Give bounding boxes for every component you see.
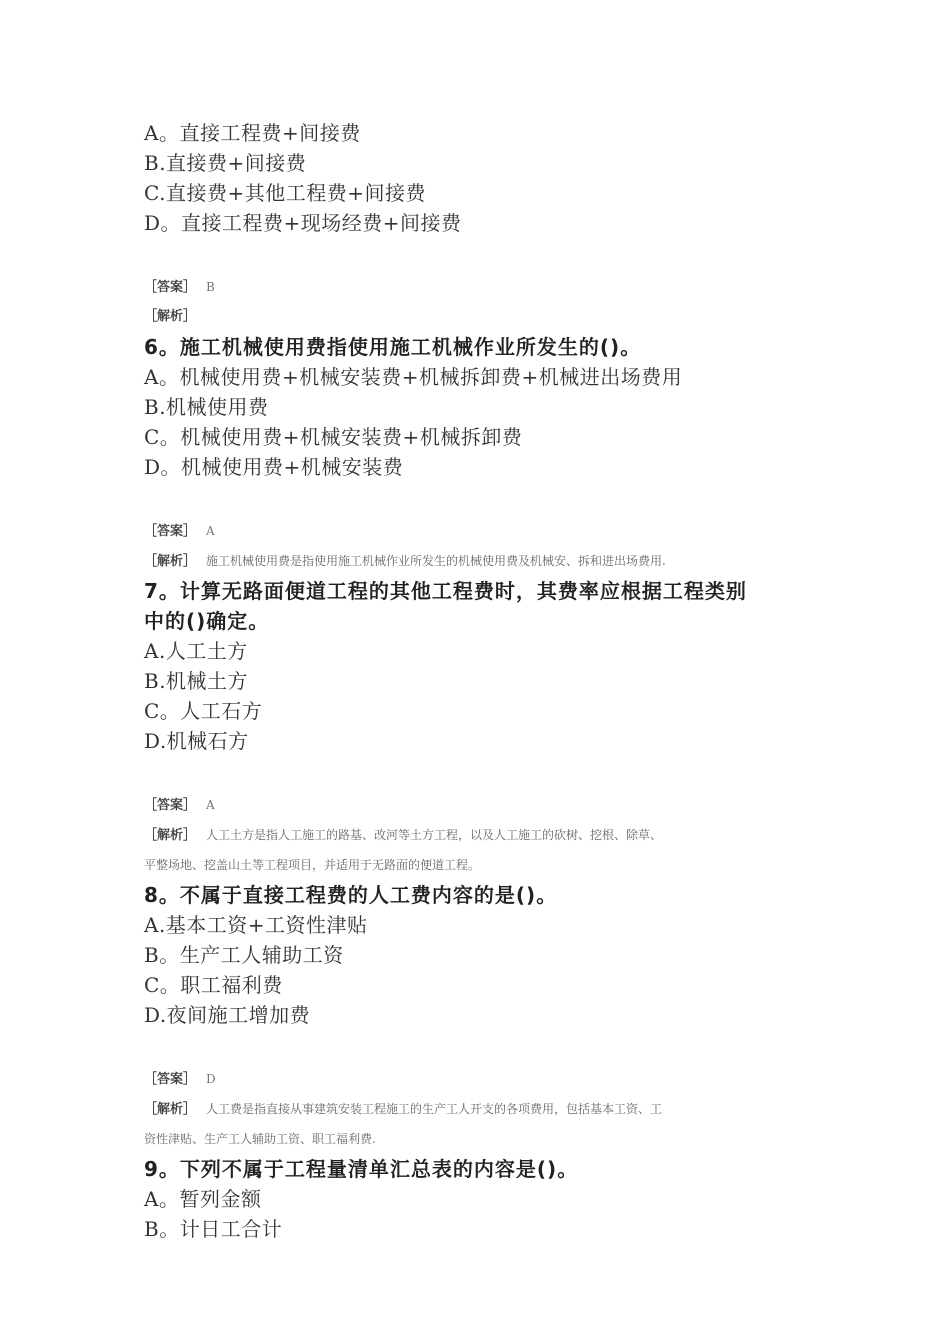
option-b: B.直接费+间接费: [144, 151, 307, 175]
answer-value: D: [206, 1072, 216, 1086]
question-8-title: 8。不属于直接工程费的人工费内容的是()。: [144, 883, 558, 907]
analysis-line: [144, 820, 824, 850]
answer-label: ［答案］: [144, 1072, 197, 1087]
option-d: D.夜间施工增加费: [144, 1003, 311, 1027]
analysis-continuation: [144, 1124, 824, 1154]
option-a: A。直接工程费+间接费: [144, 121, 361, 145]
analysis-label: ［解析］: [144, 1102, 197, 1117]
option-c: C。职工福利费: [144, 973, 283, 997]
analysis-line: [144, 1094, 824, 1124]
option-a: A。暂列金额: [144, 1187, 262, 1211]
document-page: [144, 118, 824, 1244]
analysis-label: ［解析］: [144, 828, 197, 843]
option-a: A.人工土方: [144, 639, 248, 663]
answer-line: [144, 272, 824, 302]
question-6-title: 6。施工机械使用费指使用施工机械作业所发生的()。: [144, 335, 642, 359]
question-8-options: [144, 910, 824, 1030]
option-d: D。机械使用费+机械安装费: [144, 455, 404, 479]
answer-label: ［答案］: [144, 524, 197, 539]
option-a: A.基本工资+工资性津贴: [144, 913, 368, 937]
question-6-options: [144, 362, 824, 482]
analysis-text: 人工费是指直接从事建筑安装工程施工的生产工人开支的各项费用，包括基本工资、工: [206, 1102, 663, 1116]
analysis-text: 施工机械使用费是指使用施工机械作业所发生的机械使用费及机械安、拆和进出场费用.: [206, 554, 666, 568]
question-9-options: [144, 1184, 824, 1244]
question-7-title-line1: 7。计算无路面便道工程的其他工程费时，其费率应根据工程类别: [144, 579, 747, 603]
analysis-text: 资性津贴、生产工人辅助工资、职工福利费.: [144, 1132, 376, 1146]
option-b: B.机械使用费: [144, 395, 269, 419]
analysis-label: ［解析］: [144, 309, 197, 324]
answer-line: [144, 1064, 824, 1094]
answer-value: B: [206, 280, 215, 294]
answer-value: A: [206, 798, 215, 812]
answer-line: [144, 516, 824, 546]
analysis-line: [144, 302, 824, 332]
analysis-continuation: [144, 850, 824, 880]
option-b: B.机械土方: [144, 669, 249, 693]
option-c: C.直接费+其他工程费+间接费: [144, 181, 426, 205]
option-b: B。计日工合计: [144, 1217, 283, 1241]
option-d: D。直接工程费+现场经费+间接费: [144, 211, 462, 235]
analysis-text: 平整场地、挖盖山土等工程项目，并适用于无路面的便道工程。: [144, 858, 481, 872]
analysis-line: [144, 546, 824, 576]
option-c: C。人工石方: [144, 699, 263, 723]
option-b: B。生产工人辅助工资: [144, 943, 344, 967]
question-9-title: 9。下列不属于工程量清单汇总表的内容是()。: [144, 1157, 579, 1181]
analysis-text: 人工土方是指人工施工的路基、改河等土方工程，以及人工施工的砍树、挖根、除草、: [206, 828, 663, 842]
question-7-title-line2: 中的()确定。: [144, 609, 270, 633]
option-c: C。机械使用费+机械安装费+机械拆卸费: [144, 425, 523, 449]
question-7-options: [144, 636, 824, 756]
analysis-label: ［解析］: [144, 554, 197, 569]
question-5-options: [144, 118, 824, 238]
answer-label: ［答案］: [144, 280, 197, 295]
answer-label: ［答案］: [144, 798, 197, 813]
option-a: A。机械使用费+机械安装费+机械拆卸费+机械进出场费用: [144, 365, 683, 389]
answer-value: A: [206, 524, 215, 538]
answer-line: [144, 790, 824, 820]
option-d: D.机械石方: [144, 729, 249, 753]
